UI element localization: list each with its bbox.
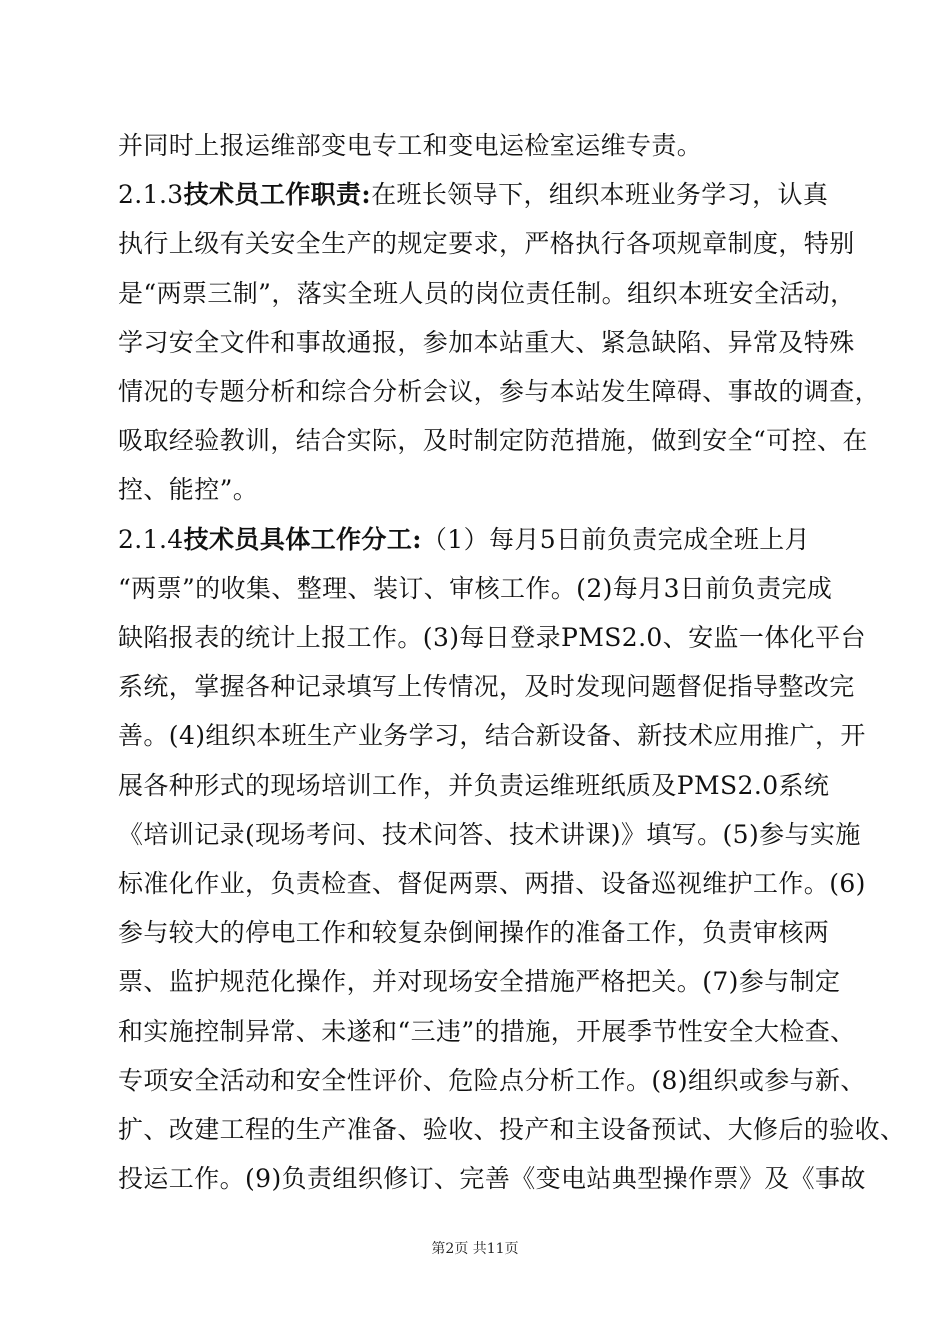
text-segment: 2.1.3 <box>118 180 184 209</box>
text-line <box>118 819 861 851</box>
text-line <box>118 770 838 802</box>
text-line <box>118 917 838 949</box>
text-line <box>118 1065 866 1097</box>
text-line <box>118 966 841 998</box>
text-segment: 控、能控”。 <box>118 475 259 504</box>
text-segment: 2.1.4 <box>118 525 184 554</box>
text-segment: 在班长领导下，组织本班业务学习，认真 <box>371 180 829 209</box>
text-line <box>118 1163 866 1195</box>
text-line <box>118 425 868 457</box>
text-line <box>118 720 866 752</box>
text-segment: 学习安全文件和事故通报，参加本站重大、紧急缺陷、异常及特殊 <box>118 328 855 357</box>
text-segment: 标准化作业，负责检查、督促两票、两措、设备巡视维护工作。(6) <box>118 869 866 898</box>
text-segment: 并同时上报运维部变电专工和变电运检室运维专责。 <box>118 131 703 160</box>
text-line <box>118 278 856 310</box>
text-line <box>118 524 838 556</box>
text-line <box>118 228 855 260</box>
page-footer: 第2页 共11页 <box>431 1241 519 1257</box>
text-segment: 票、监护规范化操作，并对现场安全措施严格把关。(7)参与制定 <box>118 967 841 996</box>
text-segment: 缺陷报表的统计上报工作。(3)每日登录PMS2.0、安监一体化平台 <box>118 623 866 652</box>
text-line <box>118 671 855 703</box>
section-heading: 技术员具体工作分工: <box>183 525 422 554</box>
text-segment: 专项安全活动和安全性评价、危险点分析工作。(8)组织或参与新、 <box>118 1066 866 1095</box>
text-line <box>118 474 838 506</box>
text-line <box>118 573 838 605</box>
text-segment: 投运工作。(9)负责组织修订、完善《变电站典型操作票》及《事故 <box>118 1164 866 1193</box>
text-segment: 执行上级有关安全生产的规定要求，严格执行各项规章制度，特别 <box>118 229 855 258</box>
text-line <box>118 1114 906 1146</box>
text-segment: 善。(4)组织本班生产业务学习，结合新设备、新技术应用推广，开 <box>118 721 866 750</box>
text-segment: 是“两票三制”，落实全班人员的岗位责任制。组织本班安全活动， <box>118 279 856 308</box>
section-heading: 技术员工作职责: <box>183 180 372 209</box>
text-segment: （1）每月5日前负责完成全班上月 <box>421 525 811 554</box>
text-segment: 《培训记录(现场考问、技术问答、技术讲课)》填写。(5)参与实施 <box>118 820 861 849</box>
text-line <box>118 327 855 359</box>
text-segment: 展各种形式的现场培训工作，并负责运维班纸质及PMS2.0系统 <box>118 771 830 800</box>
text-segment: 吸取经验教训，结合实际，及时制定防范措施，做到安全“可控、在 <box>118 426 868 455</box>
text-segment: 情况的专题分析和综合分析会议，参与本站发生障碍、事故的调查， <box>118 377 881 406</box>
text-line <box>118 130 838 162</box>
text-line <box>118 179 838 211</box>
text-line <box>118 376 881 408</box>
text-segment: 系统，掌握各种记录填写上传情况，及时发现问题督促指导整改完 <box>118 672 855 701</box>
text-segment: 参与较大的停电工作和较复杂倒闸操作的准备工作，负责审核两 <box>118 918 830 947</box>
text-segment: 和实施控制异常、未遂和“三违”的措施，开展季节性安全大检查、 <box>118 1017 856 1046</box>
text-line <box>118 622 866 654</box>
text-line <box>118 868 866 900</box>
text-segment: “两票”的收集、整理、装订、审核工作。(2)每月3日前负责完成 <box>118 574 833 603</box>
text-line <box>118 1016 856 1048</box>
text-segment: 扩、改建工程的生产准备、验收、投产和主设备预试、大修后的验收、 <box>118 1115 906 1144</box>
